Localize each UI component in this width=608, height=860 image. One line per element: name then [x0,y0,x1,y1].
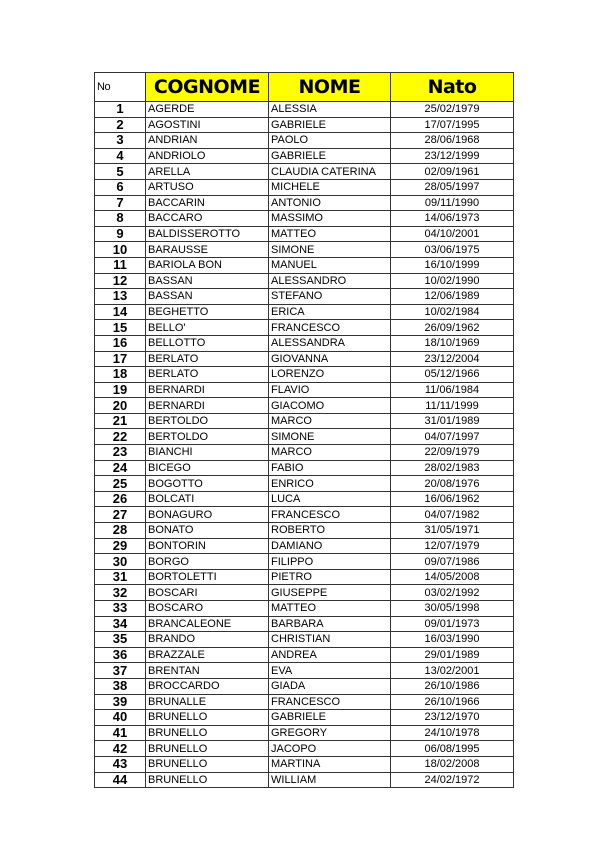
cognome-cell: AGOSTINI [146,117,269,133]
nome-cell: FILIPPO [269,554,391,570]
birthdate-cell: 03/06/1975 [391,242,514,258]
row-number: 33 [95,601,146,617]
table-row [95,398,514,414]
nome-cell: MARCO [269,413,391,429]
cognome-cell: BACCARO [146,211,269,227]
row-number: 5 [95,164,146,180]
cognome-cell: BOSCARO [146,601,269,617]
birthdate-cell: 04/07/1997 [391,429,514,445]
nome-cell: GIACOMO [269,398,391,414]
nome-cell: JACOPO [269,741,391,757]
table-row [95,601,514,617]
nome-cell: FRANCESCO [269,507,391,523]
cognome-cell: BORTOLETTI [146,569,269,585]
cognome-cell: BRANDO [146,632,269,648]
row-number: 13 [95,289,146,305]
cognome-cell: BRUNELLO [146,772,269,788]
row-number: 7 [95,195,146,211]
cognome-cell: BERTOLDO [146,413,269,429]
table-row [95,273,514,289]
table-row [95,242,514,258]
row-number: 9 [95,226,146,242]
birthdate-cell: 11/11/1999 [391,398,514,414]
row-number: 42 [95,741,146,757]
table-row [95,585,514,601]
birthdate-cell: 09/01/1973 [391,616,514,632]
cognome-cell: BACCARIN [146,195,269,211]
birthdate-cell: 10/02/1984 [391,304,514,320]
nome-cell: MARTINA [269,756,391,772]
table-row [95,678,514,694]
row-number: 41 [95,725,146,741]
row-number: 10 [95,242,146,258]
birthdate-cell: 22/09/1979 [391,445,514,461]
row-number: 28 [95,523,146,539]
nome-cell: GABRIELE [269,710,391,726]
birthdate-cell: 30/05/1998 [391,601,514,617]
birthdate-cell: 06/08/1995 [391,741,514,757]
birthdate-cell: 28/05/1997 [391,179,514,195]
birthdate-cell: 23/12/1970 [391,710,514,726]
table-row [95,663,514,679]
cognome-cell: BRUNELLO [146,756,269,772]
birthdate-cell: 20/08/1976 [391,476,514,492]
table-row [95,569,514,585]
table-row [95,102,514,118]
birthdate-cell: 10/02/1990 [391,273,514,289]
cognome-cell: BRUNELLO [146,710,269,726]
table-row [95,226,514,242]
table-row [95,335,514,351]
birthdate-cell: 05/12/1966 [391,367,514,383]
nome-cell: MICHELE [269,179,391,195]
header-cognome: COGNOME [146,73,269,102]
nome-cell: LORENZO [269,367,391,383]
birthdate-cell: 31/01/1989 [391,413,514,429]
birthdate-cell: 13/02/2001 [391,663,514,679]
birthdate-cell: 12/06/1989 [391,289,514,305]
cognome-cell: BRENTAN [146,663,269,679]
table-row [95,351,514,367]
cognome-cell: BERTOLDO [146,429,269,445]
row-number: 3 [95,133,146,149]
cognome-cell: BELLO' [146,320,269,336]
birthdate-cell: 09/11/1990 [391,195,514,211]
row-number: 6 [95,179,146,195]
cognome-cell: BOGOTTO [146,476,269,492]
row-number: 30 [95,554,146,570]
table-row [95,460,514,476]
birthdate-cell: 03/02/1992 [391,585,514,601]
table-row [95,554,514,570]
nome-cell: GABRIELE [269,148,391,164]
row-number: 29 [95,538,146,554]
row-number: 43 [95,756,146,772]
row-number: 31 [95,569,146,585]
nome-cell: MATTEO [269,601,391,617]
cognome-cell: BERLATO [146,367,269,383]
table-row [95,741,514,757]
row-number: 12 [95,273,146,289]
table-row [95,772,514,788]
nome-cell: MATTEO [269,226,391,242]
row-number: 15 [95,320,146,336]
nome-cell: LUCA [269,491,391,507]
nome-cell: SIMONE [269,429,391,445]
nome-cell: PIETRO [269,569,391,585]
nome-cell: SIMONE [269,242,391,258]
row-number: 18 [95,367,146,383]
cognome-cell: BOLCATI [146,491,269,507]
row-number: 32 [95,585,146,601]
birthdate-cell: 14/06/1973 [391,211,514,227]
cognome-cell: BRAZZALE [146,647,269,663]
birthdate-cell: 16/03/1990 [391,632,514,648]
cognome-cell: ANDRIAN [146,133,269,149]
row-number: 24 [95,460,146,476]
table-row [95,320,514,336]
header-row [95,73,514,102]
nome-cell: FLAVIO [269,382,391,398]
nome-cell: ENRICO [269,476,391,492]
cognome-cell: BERNARDI [146,398,269,414]
cognome-cell: BONAGURO [146,507,269,523]
birthdate-cell: 18/02/2008 [391,756,514,772]
birthdate-cell: 04/10/2001 [391,226,514,242]
cognome-cell: ANDRIOLO [146,148,269,164]
table-row [95,195,514,211]
birthdate-cell: 28/06/1968 [391,133,514,149]
cognome-cell: BEGHETTO [146,304,269,320]
cognome-cell: BERLATO [146,351,269,367]
cognome-cell: BROCCARDO [146,678,269,694]
cognome-cell: BOSCARI [146,585,269,601]
birthdate-cell: 28/02/1983 [391,460,514,476]
table-row [95,725,514,741]
birthdate-cell: 11/06/1984 [391,382,514,398]
people-table [94,72,514,788]
table-row [95,413,514,429]
cognome-cell: BASSAN [146,273,269,289]
cognome-cell: BRUNELLO [146,741,269,757]
table-row [95,445,514,461]
table-row [95,756,514,772]
row-number: 36 [95,647,146,663]
cognome-cell: BICEGO [146,460,269,476]
birthdate-cell: 24/02/1972 [391,772,514,788]
nome-cell: ALESSIA [269,102,391,118]
table-row [95,257,514,273]
row-number: 4 [95,148,146,164]
table-row [95,117,514,133]
birthdate-cell: 25/02/1979 [391,102,514,118]
table-row [95,382,514,398]
cognome-cell: BRUNELLO [146,725,269,741]
table-body [95,102,514,788]
birthdate-cell: 02/09/1961 [391,164,514,180]
table-row [95,164,514,180]
birthdate-cell: 04/07/1982 [391,507,514,523]
nome-cell: ROBERTO [269,523,391,539]
table-row [95,289,514,305]
row-number: 22 [95,429,146,445]
table-row [95,148,514,164]
nome-cell: MANUEL [269,257,391,273]
row-number: 27 [95,507,146,523]
birthdate-cell: 24/10/1978 [391,725,514,741]
cognome-cell: BRANCALEONE [146,616,269,632]
nome-cell: PAOLO [269,133,391,149]
birthdate-cell: 23/12/1999 [391,148,514,164]
header-no: No [95,73,146,102]
table-row [95,694,514,710]
nome-cell: FRANCESCO [269,694,391,710]
row-number: 21 [95,413,146,429]
nome-cell: DAMIANO [269,538,391,554]
header-nato: Nato [391,73,514,102]
row-number: 26 [95,491,146,507]
table-row [95,538,514,554]
row-number: 25 [95,476,146,492]
nome-cell: GREGORY [269,725,391,741]
birthdate-cell: 31/05/1971 [391,523,514,539]
table-row [95,632,514,648]
table-row [95,211,514,227]
nome-cell: MARCO [269,445,391,461]
birthdate-cell: 12/07/1979 [391,538,514,554]
cognome-cell: BARIOLA BON [146,257,269,273]
birthdate-cell: 16/10/1999 [391,257,514,273]
birthdate-cell: 23/12/2004 [391,351,514,367]
row-number: 2 [95,117,146,133]
nome-cell: ANTONIO [269,195,391,211]
row-number: 8 [95,211,146,227]
row-number: 11 [95,257,146,273]
row-number: 37 [95,663,146,679]
cognome-cell: ARTUSO [146,179,269,195]
table-row [95,304,514,320]
row-number: 23 [95,445,146,461]
nome-cell: CLAUDIA CATERINA [269,164,391,180]
table-row [95,429,514,445]
row-number: 14 [95,304,146,320]
row-number: 17 [95,351,146,367]
row-number: 35 [95,632,146,648]
nome-cell: MASSIMO [269,211,391,227]
nome-cell: GIOVANNA [269,351,391,367]
nome-cell: FRANCESCO [269,320,391,336]
birthdate-cell: 26/10/1966 [391,694,514,710]
row-number: 1 [95,102,146,118]
cognome-cell: BRUNALLE [146,694,269,710]
nome-cell: FABIO [269,460,391,476]
birthdate-cell: 29/01/1989 [391,647,514,663]
birthdate-cell: 14/05/2008 [391,569,514,585]
cognome-cell: BALDISSEROTTO [146,226,269,242]
nome-cell: ANDREA [269,647,391,663]
cognome-cell: BONTORIN [146,538,269,554]
row-number: 40 [95,710,146,726]
nome-cell: BARBARA [269,616,391,632]
cognome-cell: ARELLA [146,164,269,180]
row-number: 19 [95,382,146,398]
row-number: 39 [95,694,146,710]
table-row [95,523,514,539]
cognome-cell: AGERDE [146,102,269,118]
table-row [95,647,514,663]
birthdate-cell: 09/07/1986 [391,554,514,570]
table-row [95,476,514,492]
table-row [95,367,514,383]
header-nome: NOME [269,73,391,102]
nome-cell: GABRIELE [269,117,391,133]
birthdate-cell: 18/10/1969 [391,335,514,351]
table-row [95,507,514,523]
cognome-cell: BERNARDI [146,382,269,398]
nome-cell: ALESSANDRA [269,335,391,351]
nome-cell: CHRISTIAN [269,632,391,648]
birthdate-cell: 16/06/1962 [391,491,514,507]
table-row [95,491,514,507]
nome-cell: ERICA [269,304,391,320]
birthdate-cell: 26/10/1986 [391,678,514,694]
birthdate-cell: 17/07/1995 [391,117,514,133]
table-row [95,710,514,726]
nome-cell: EVA [269,663,391,679]
cognome-cell: BORGO [146,554,269,570]
cognome-cell: BONATO [146,523,269,539]
birthdate-cell: 26/09/1962 [391,320,514,336]
row-number: 34 [95,616,146,632]
cognome-cell: BELLOTTO [146,335,269,351]
row-number: 16 [95,335,146,351]
table-row [95,179,514,195]
row-number: 44 [95,772,146,788]
table-row [95,616,514,632]
nome-cell: WILLIAM [269,772,391,788]
nome-cell: GIADA [269,678,391,694]
table-row [95,133,514,149]
row-number: 38 [95,678,146,694]
nome-cell: GIUSEPPE [269,585,391,601]
cognome-cell: BASSAN [146,289,269,305]
cognome-cell: BARAUSSE [146,242,269,258]
nome-cell: ALESSANDRO [269,273,391,289]
row-number: 20 [95,398,146,414]
nome-cell: STEFANO [269,289,391,305]
cognome-cell: BIANCHI [146,445,269,461]
